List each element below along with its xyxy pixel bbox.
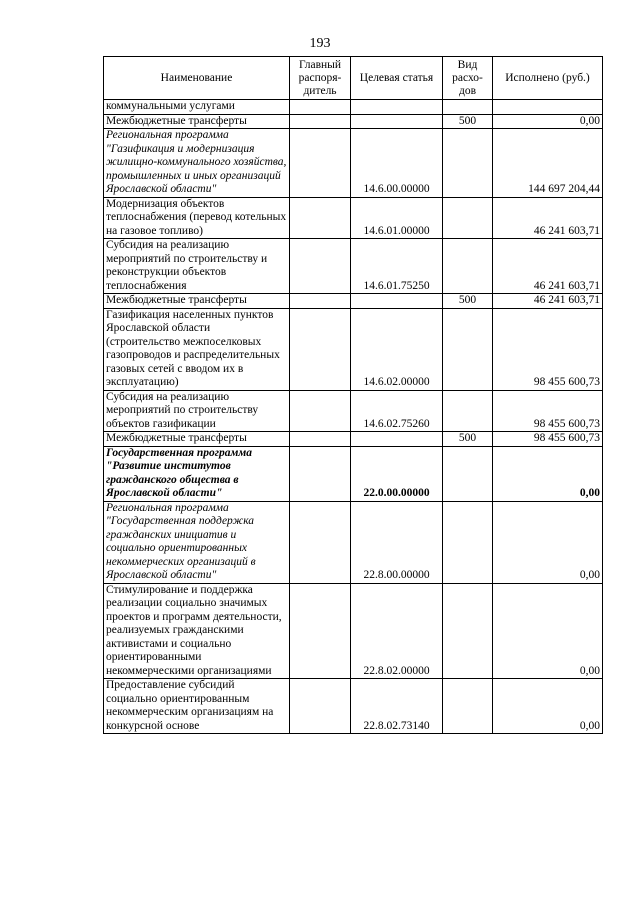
header-amount: Исполнено (руб.) (493, 57, 603, 100)
table-row (104, 432, 603, 447)
table-row (104, 197, 603, 239)
row-kind (443, 197, 493, 239)
table-row (104, 583, 603, 679)
row-name: Газификация населенных пунктов Ярославской области (строительство межпоселковых газопроводов и распределительных газовых сетей с вводом их в эксплуатацию) (104, 308, 290, 390)
table-row (104, 501, 603, 583)
row-amount: 0,00 (493, 114, 603, 129)
row-target (351, 114, 443, 129)
row-name: Субсидия на реализацию мероприятий по строительству и реконструкции объектов теплоснабжения (104, 239, 290, 294)
table-row (104, 294, 603, 309)
row-main-manager (290, 129, 351, 198)
row-target: 22.0.00.00000 (351, 446, 443, 501)
row-target: 14.6.02.00000 (351, 308, 443, 390)
row-kind (443, 100, 493, 115)
table-row (104, 100, 603, 115)
table-body (104, 100, 603, 734)
row-amount: 46 241 603,71 (493, 239, 603, 294)
row-name: Государственная программа "Развитие институтов гражданского общества в Ярославской области" (104, 446, 290, 501)
row-amount: 0,00 (493, 501, 603, 583)
row-name: Межбюджетные трансферты (104, 294, 290, 309)
row-amount: 0,00 (493, 679, 603, 734)
table-row (104, 446, 603, 501)
row-amount: 98 455 600,73 (493, 390, 603, 432)
row-amount: 46 241 603,71 (493, 197, 603, 239)
table-row (104, 129, 603, 198)
row-main-manager (290, 100, 351, 115)
row-kind (443, 679, 493, 734)
table-row (104, 390, 603, 432)
table-row (104, 239, 603, 294)
row-kind (443, 129, 493, 198)
table-row (104, 114, 603, 129)
row-kind: 500 (443, 294, 493, 309)
row-kind (443, 583, 493, 679)
table-header-row (104, 57, 603, 100)
header-name: Наименование (104, 57, 290, 100)
page-number: 193 (309, 36, 331, 51)
row-amount: 0,00 (493, 583, 603, 679)
row-amount: 0,00 (493, 446, 603, 501)
row-name: Региональная программа "Газификация и модернизация жилищно-коммунального хозяйства, промышленных и иных организаций Ярославской области" (104, 129, 290, 198)
row-target: 22.8.02.00000 (351, 583, 443, 679)
row-main-manager (290, 197, 351, 239)
row-name: Межбюджетные трансферты (104, 114, 290, 129)
header-target: Целевая статья (351, 57, 443, 100)
row-name: Региональная программа "Государственная поддержка гражданских инициатив и социально ориентированных некоммерческих организаций в Ярославской области" (104, 501, 290, 583)
row-name: коммунальными услугами (104, 100, 290, 115)
row-target (351, 432, 443, 447)
header-main-manager: Главный распоря-дитель (290, 57, 351, 100)
row-name: Стимулирование и поддержка реализации социально значимых проектов и программ деятельности, реализуемых гражданскими активистами и социально ориентированными некоммерческими организациями (104, 583, 290, 679)
row-kind: 500 (443, 114, 493, 129)
row-amount: 46 241 603,71 (493, 294, 603, 309)
row-main-manager (290, 308, 351, 390)
row-main-manager (290, 501, 351, 583)
row-kind (443, 239, 493, 294)
row-amount: 144 697 204,44 (493, 129, 603, 198)
header-kind: Вид расхо-дов (443, 57, 493, 100)
row-main-manager (290, 114, 351, 129)
row-kind (443, 446, 493, 501)
row-name: Межбюджетные трансферты (104, 432, 290, 447)
row-kind: 500 (443, 432, 493, 447)
row-main-manager (290, 446, 351, 501)
row-amount: 98 455 600,73 (493, 308, 603, 390)
row-main-manager (290, 432, 351, 447)
row-target: 22.8.02.73140 (351, 679, 443, 734)
row-target: 14.6.01.00000 (351, 197, 443, 239)
row-main-manager (290, 679, 351, 734)
row-target (351, 100, 443, 115)
row-amount: 98 455 600,73 (493, 432, 603, 447)
row-kind (443, 390, 493, 432)
table-row (104, 679, 603, 734)
row-target: 14.6.02.75260 (351, 390, 443, 432)
row-main-manager (290, 239, 351, 294)
row-name: Модернизация объектов теплоснабжения (перевод котельных на газовое топливо) (104, 197, 290, 239)
row-target (351, 294, 443, 309)
row-main-manager (290, 294, 351, 309)
row-name: Предоставление субсидий социально ориентированным некоммерческим организациям на конкурсной основе (104, 679, 290, 734)
row-kind (443, 308, 493, 390)
row-main-manager (290, 583, 351, 679)
row-kind (443, 501, 493, 583)
row-target: 22.8.00.00000 (351, 501, 443, 583)
row-amount (493, 100, 603, 115)
budget-table (103, 56, 603, 734)
table-row (104, 308, 603, 390)
row-main-manager (290, 390, 351, 432)
row-name: Субсидия на реализацию мероприятий по строительству объектов газификации (104, 390, 290, 432)
row-target: 14.6.01.75250 (351, 239, 443, 294)
row-target: 14.6.00.00000 (351, 129, 443, 198)
